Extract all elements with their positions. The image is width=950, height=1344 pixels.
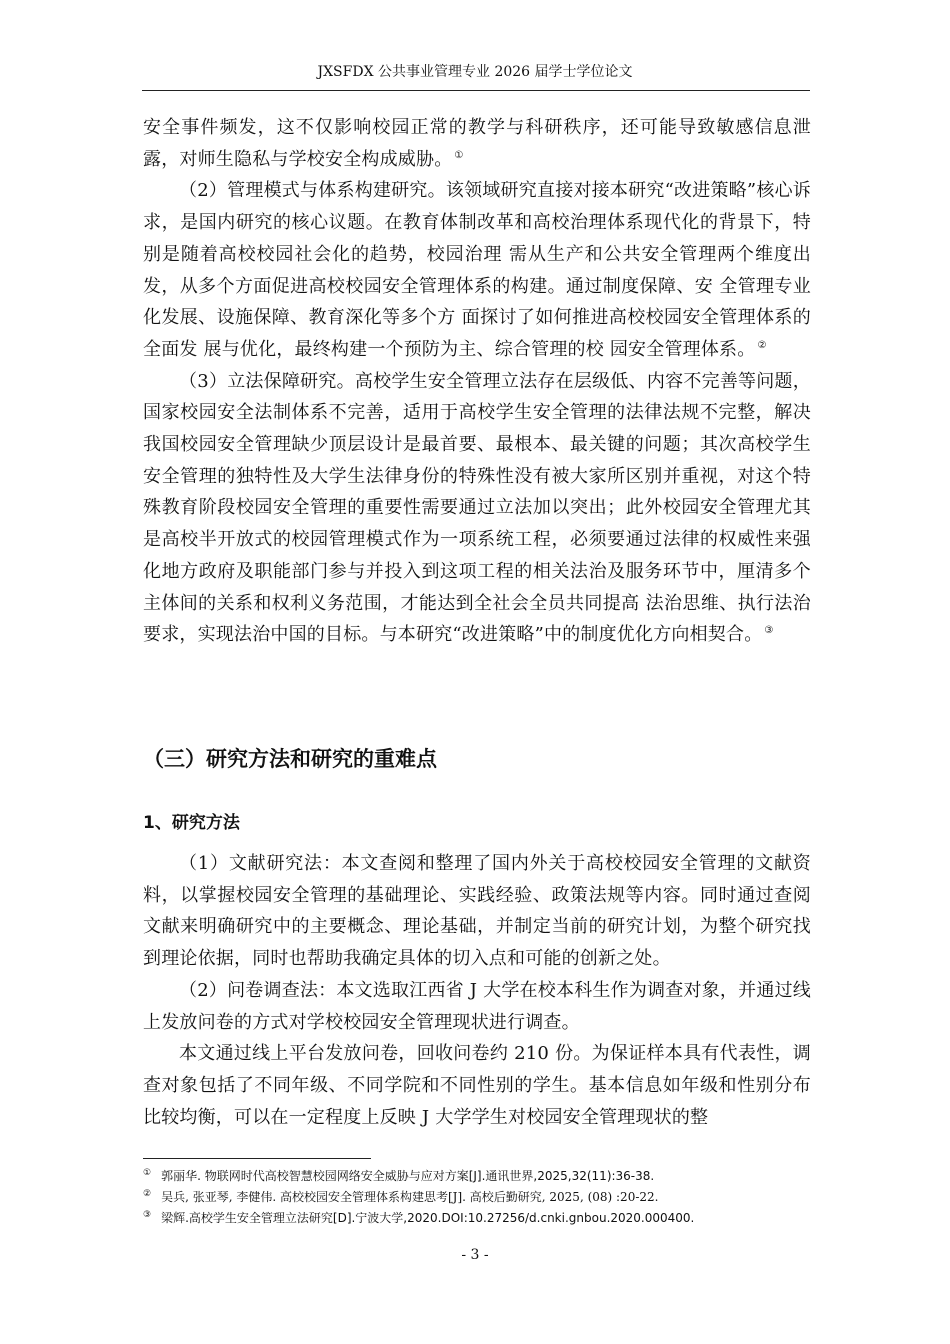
paragraph-text: 安全事件频发，这不仅影响校园正常的教学与科研秩序，还可能导致敏感信息泄 露，对师生隐私与学校安全构成威胁。 xyxy=(143,117,811,170)
paragraph-continuation xyxy=(143,112,811,175)
paragraph-management-model xyxy=(143,175,811,365)
section-heading: （三）研究方法和研究的重难点 xyxy=(143,747,437,771)
footnote-ref[interactable]: ② xyxy=(757,339,767,351)
paragraph-survey-details: 本文通过线上平台发放问卷，回收问卷约 210 份。为保证样本具有代表性，调查对象包括了不同年级、不同学院和不同性别的学生。基本信息如年级和性别分布比较均衡，可以在一定程度上反映 J 大学学生对校园安全管理现状的整 xyxy=(143,1043,811,1128)
running-header: JXSFDX 公共事业管理专业 2026 届学士学位论文 xyxy=(317,64,633,80)
body-text-bottom xyxy=(143,848,811,1133)
footnote-mark: ① xyxy=(143,1168,152,1178)
footnote-rule xyxy=(143,1158,371,1159)
paragraph-survey-method: （2）问卷调查法：本文选取江西省 J 大学在校本科生作为调查对象，并通过线上发放问卷的方式对学校校园安全管理现状进行调查。 xyxy=(143,979,811,1033)
subsection-heading: 1、研究方法 xyxy=(143,813,240,833)
footnote-2 xyxy=(143,1187,823,1208)
footnote-ref[interactable]: ① xyxy=(454,149,464,161)
footnote-ref[interactable]: ③ xyxy=(764,625,774,637)
footnote-1 xyxy=(143,1166,823,1187)
paragraph-legislation xyxy=(143,366,811,651)
footnote-text: 吴兵, 张亚琴, 李健伟. 高校校园安全管理体系构建思考[J]. 高校后勤研究, 2025, (08) :20-22. xyxy=(161,1190,659,1204)
footnote-text: 梁辉.高校学生安全管理立法研究[D].宁波大学,2020.DOI:10.27256/d.cnki.gnbou.2020.000400. xyxy=(161,1211,695,1225)
footnote-text: 郭丽华. 物联网时代高校智慧校园网络安全威胁与应对方案[J].通讯世界,2025,32(11):36-38. xyxy=(161,1169,655,1183)
footnotes xyxy=(143,1166,823,1229)
footnote-mark: ② xyxy=(143,1189,152,1199)
header-rule xyxy=(142,90,810,91)
paragraph-text: （3）立法保障研究。高校学生安全管理立法存在层级低、内容不完善等问题，国家校园安全法制体系不完善，适用于高校学生安全管理的法律法规不完整，解决我国校园安全管理缺少顶层设计是最首要、最根本、最关键的问题；其次高校学生安全管理的独特性及大学生法律身份的特殊性没有被大家所区别并重视，对这个特殊教育阶段校园安全管理的重要性需要通过立法加以突出；此外校园安全管理尤其是高校半开放式的校园管理模式作为一项系统工程，必须要通过法律的权威性来强化地方政府及职能部门参与并投入到这项工程的相关法治及服务环节中，厘清多个主体间的关系和权利义务范围，才能达到全社会全员共同提高 法治思维、执行法治要求，实现法治中国的目标。与本研究“改进策略”中的制度优化方向相契合。 xyxy=(143,370,811,646)
footnote-mark: ③ xyxy=(143,1210,152,1220)
footnote-3 xyxy=(143,1208,823,1229)
paragraph-text: （2）管理模式与体系构建研究。该领域研究直接对接本研究“改进策略”核心诉求，是国内研究的核心议题。在教育体制改革和高校治理体系现代化的背景下，特别是随着高校校园社会化的趋势，校园治理 需从生产和公共安全管理两个维度出发，从多个方面促进高校校园安全管理体系的构建。通过制度保障、安 全管理专业化发展、设施保障、教育深化等多个方 面探讨了如何推进高校校园安全管理体系的全面发 展与优化，最终构建一个预防为主、综合管理的校 园安全管理体系。 xyxy=(143,180,811,360)
body-text-top xyxy=(143,112,811,651)
page-number: - 3 - xyxy=(461,1247,489,1263)
paragraph-literature-method: （1）文献研究法：本文查阅和整理了国内外关于高校校园安全管理的文献资料，以掌握校园安全管理的基础理论、实践经验、政策法规等内容。同时通过查阅文献来明确研究中的主要概念、理论基础，并制定当前的研究计划，为整个研究找到理论依据，同时也帮助我确定具体的切入点和可能的创新之处。 xyxy=(143,853,811,970)
